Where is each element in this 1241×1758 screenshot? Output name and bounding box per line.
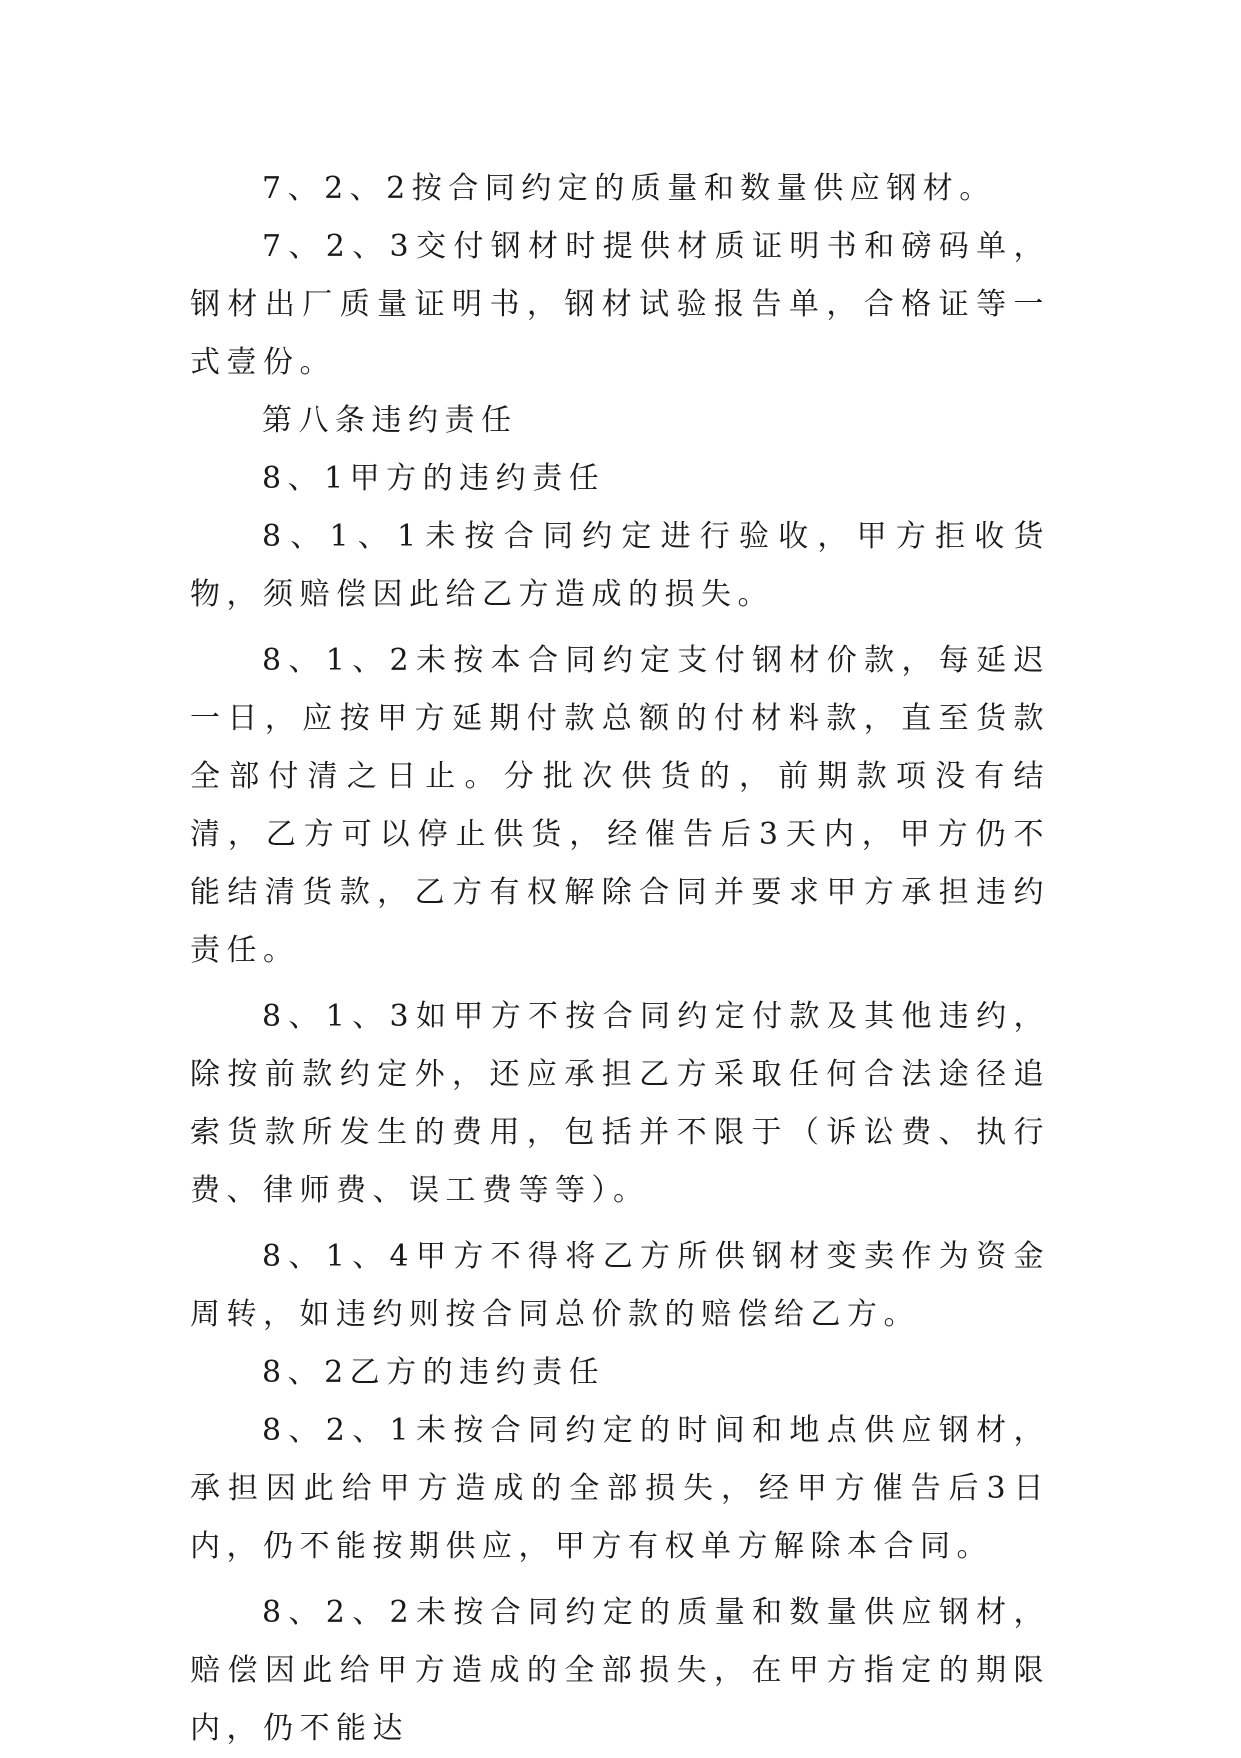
clause-8-1-3: 8、1、3如甲方不按合同约定付款及其他违约，除按前款约定外，还应承担乙方采取任何合法途径追索货款所发生的费用，包括并不限于（诉讼费、执行费、律师费、误工费等等）。 <box>190 999 1050 1208</box>
clause-8-2-2: 8、2、2未按合同约定的质量和数量供应钢材，赔偿因此给甲方造成的全部损失，在甲方指定的期限内，仍不能达 <box>190 1595 1050 1746</box>
clause-7-2-2: 7、2、2按合同约定的质量和数量供应钢材。 <box>262 171 996 206</box>
clause-8-2-heading: 8、2乙方的违约责任 <box>262 1355 606 1390</box>
clause-8-1-2: 8、1、2未按本合同约定支付钢材价款，每延迟一日，应按甲方延期付款总额的付材料款，直至货款全部付清之日止。分批次供货的，前期款项没有结清，乙方可以停止供货，经催告后3天内，甲方仍不能结清货款，乙方有权解除合同并要求甲方承担违约责任。 <box>190 643 1050 968</box>
document-body <box>190 160 1050 1758</box>
article-8-heading: 第八条违约责任 <box>262 403 518 438</box>
clause-8-1-heading: 8、1甲方的违约责任 <box>262 461 606 496</box>
clause-7-2-3: 7、2、3交付钢材时提供材质证明书和磅码单，钢材出厂质量证明书，钢材试验报告单，合格证等一式壹份。 <box>190 229 1050 380</box>
clause-8-1-1: 8、1、1未按合同约定进行验收，甲方拒收货物，须赔偿因此给乙方造成的损失。 <box>190 519 1050 612</box>
clause-8-2-1: 8、2、1未按合同约定的时间和地点供应钢材，承担因此给甲方造成的全部损失，经甲方催告后3日内，仍不能按期供应，甲方有权单方解除本合同。 <box>190 1413 1050 1564</box>
clause-8-1-4: 8、1、4甲方不得将乙方所供钢材变卖作为资金周转，如违约则按合同总价款的赔偿给乙方。 <box>190 1239 1050 1332</box>
